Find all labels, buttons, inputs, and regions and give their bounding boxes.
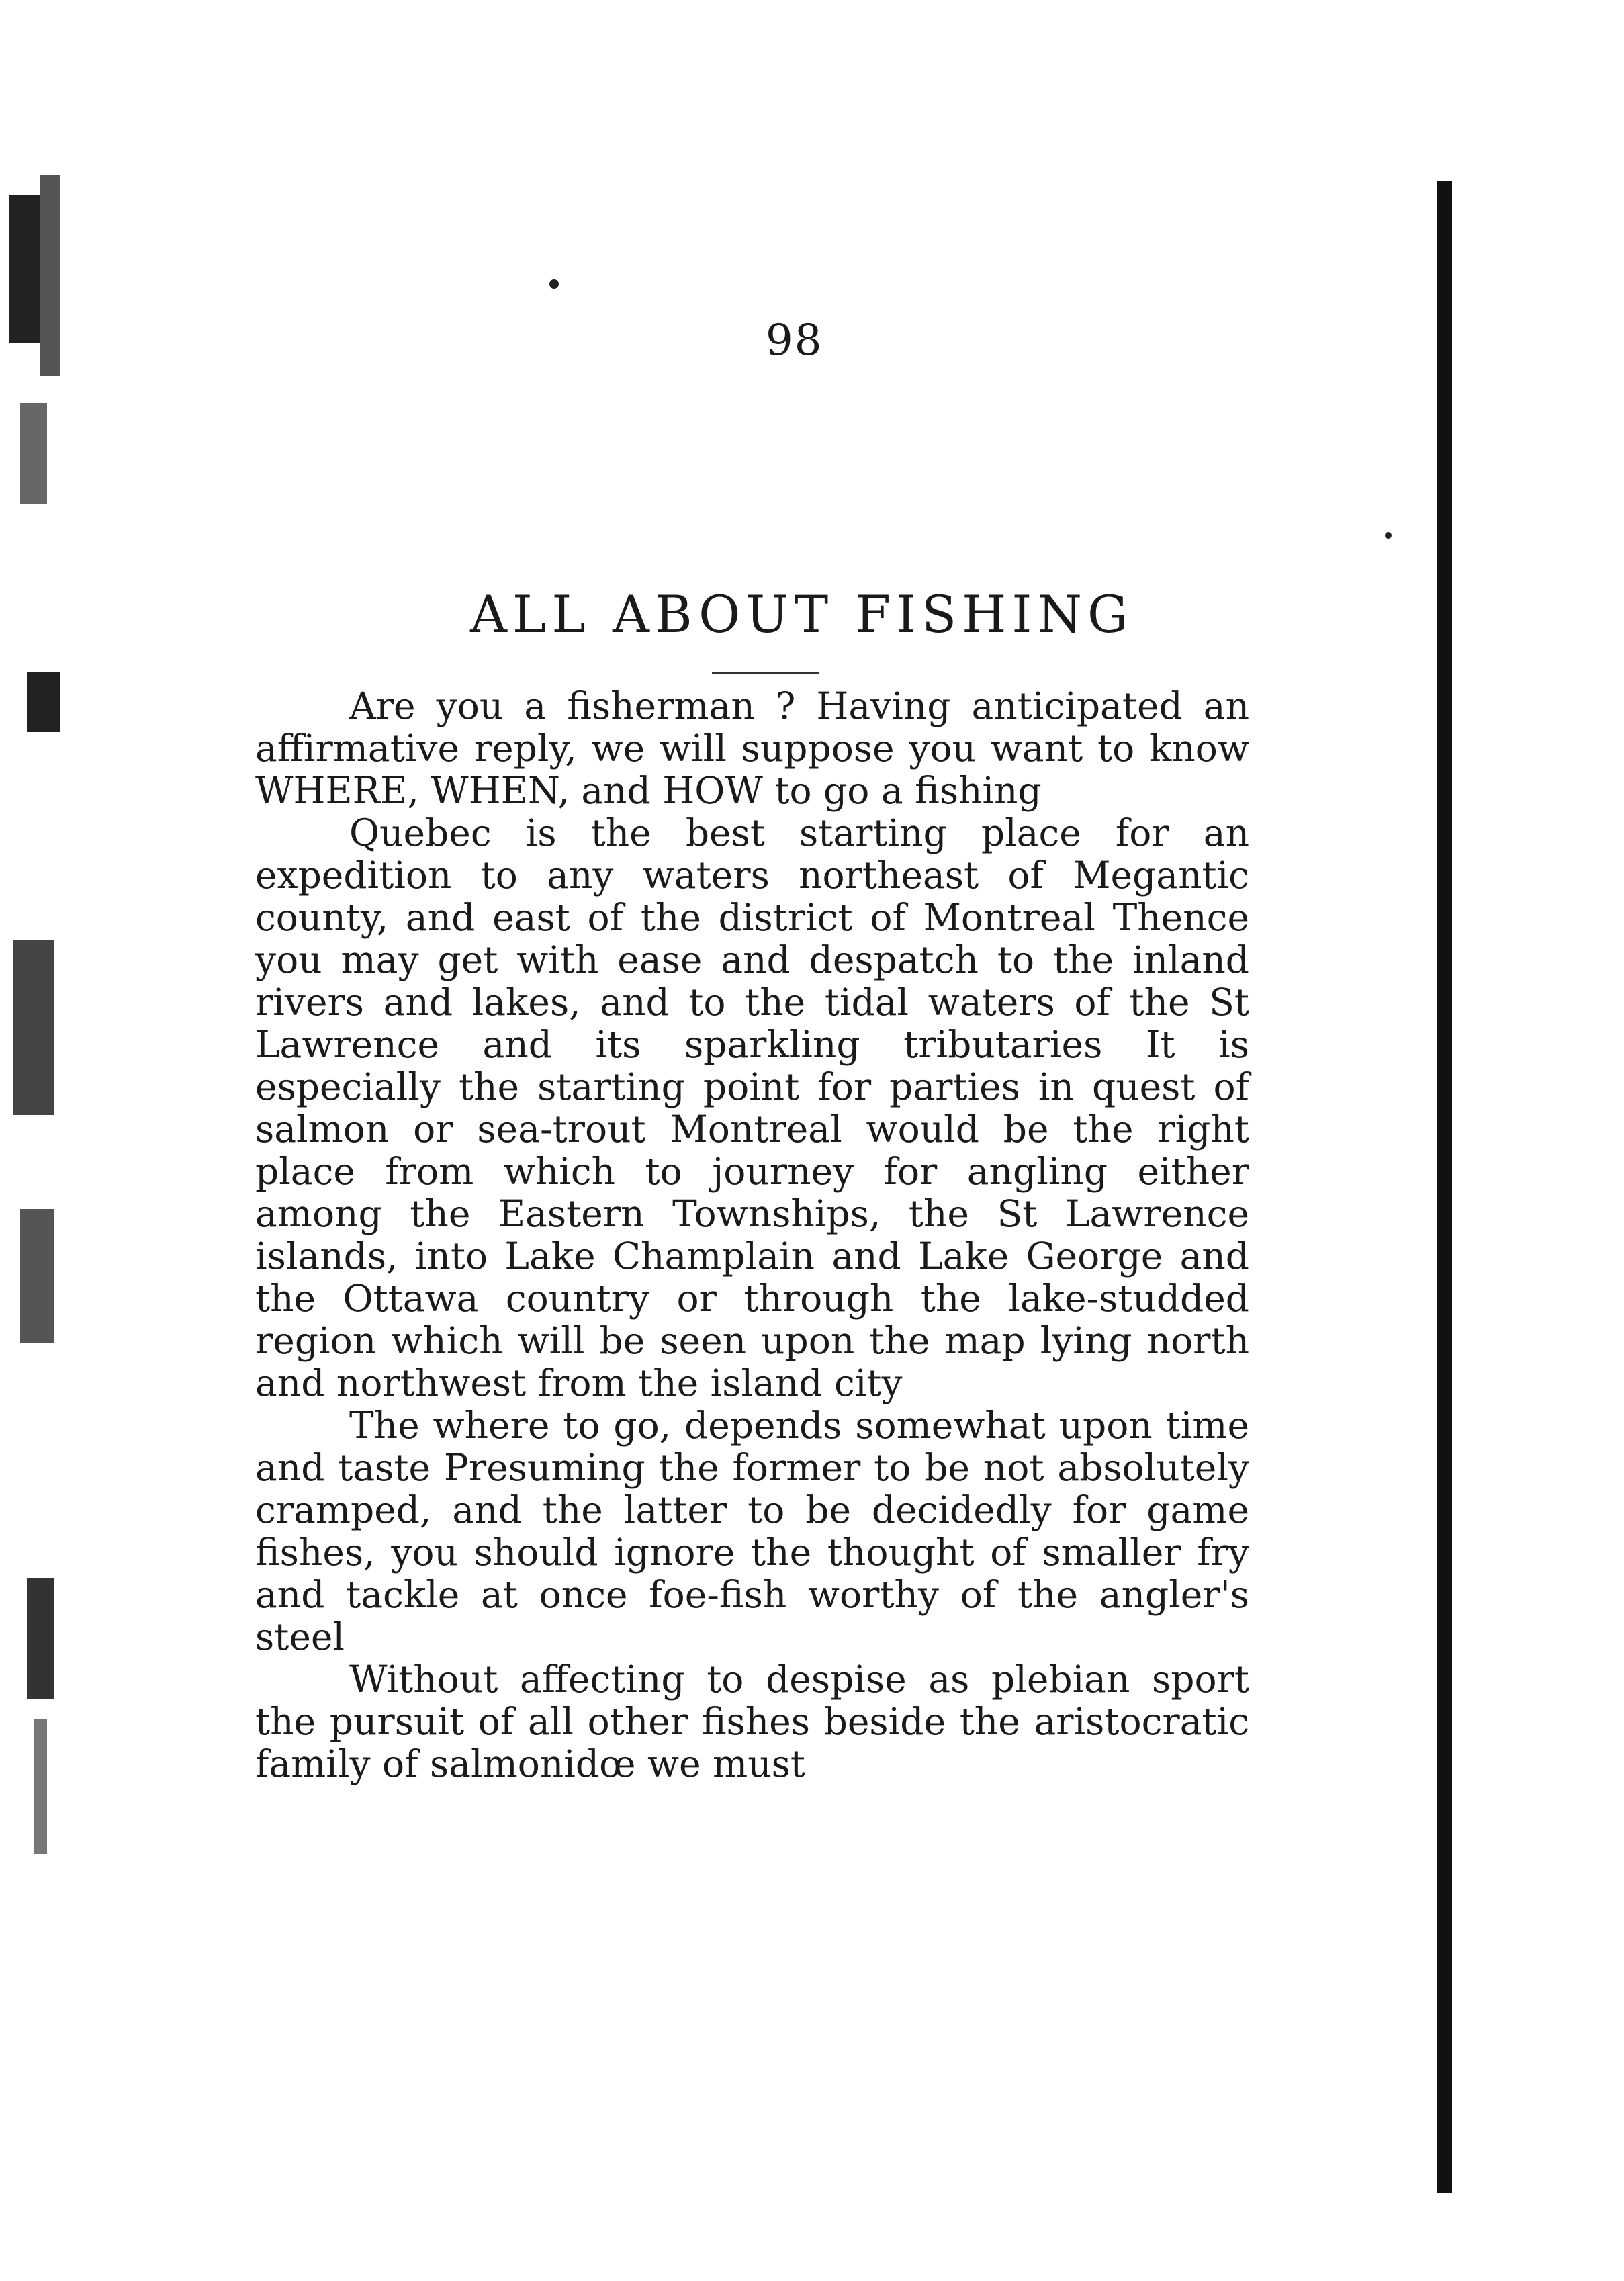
title-divider bbox=[712, 672, 819, 674]
paragraph-3: The where to go, depends somewhat upon time and taste Presuming the former to be not absolutely cramped, and the latter to be decidedly for game fishes, you should ignore the thought of smaller fry and tackle at once foe-fish worthy of the angler's steel bbox=[255, 1404, 1249, 1658]
ink-speck bbox=[1385, 532, 1392, 539]
paragraph-4: Without affecting to despise as plebian sport the pursuit of all other fishes beside the aristocratic family of salmonidœ we must bbox=[255, 1658, 1249, 1785]
chapter-title: ALL ABOUT FISHING bbox=[470, 584, 1134, 644]
body-text bbox=[255, 685, 1249, 1785]
paragraph-1: Are you a fisherman ? Having anticipated an affirmative reply, we will suppose you want to know WHERE, WHEN, and HOW to go a fishing bbox=[255, 684, 1249, 812]
page-number: 98 bbox=[766, 316, 823, 365]
ink-speck bbox=[549, 279, 559, 289]
page-edge-rule bbox=[1437, 181, 1452, 2193]
scan-binding-edge bbox=[0, 0, 101, 2281]
paragraph-2: Quebec is the best starting place for an expedition to any waters northeast of Megantic county, and east of the district of Montreal Thence you may get with ease and despatch to the inland rivers and lakes, and to the tidal waters of the St Lawrence and its sparkling tributaries It is especially the starting point for parties in quest of salmon or sea-trout Montreal would be the right place from which to journey for angling either among the Eastern Townships, the St Lawrence islands, into Lake Champlain and Lake George and the Ottawa country or through the lake-studded region which will be seen upon the map lying north and northwest from the island city bbox=[255, 811, 1249, 1404]
